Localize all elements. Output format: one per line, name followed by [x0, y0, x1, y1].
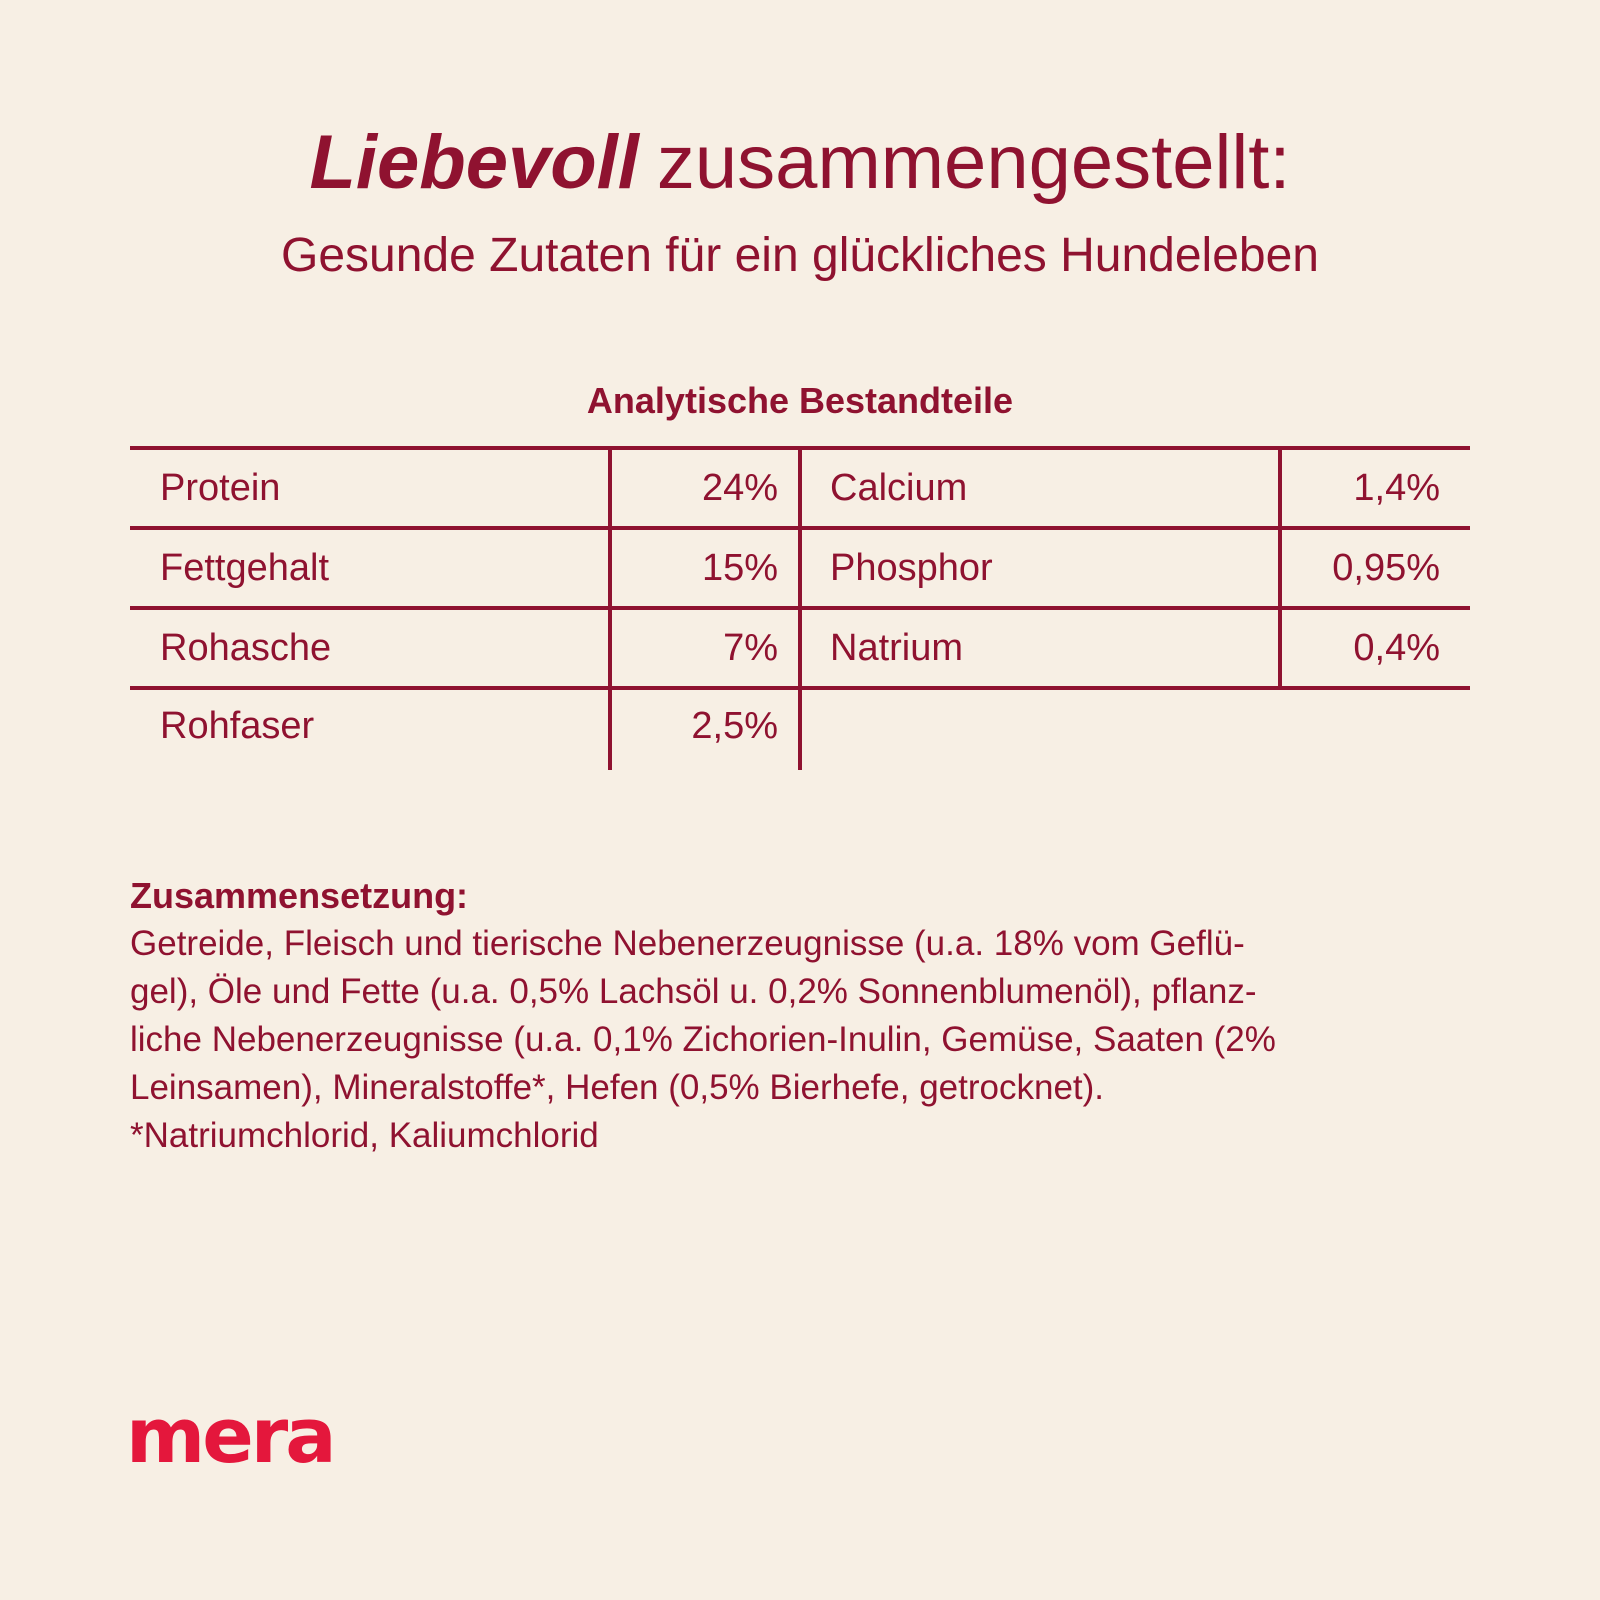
- composition-line: gel), Öle und Fette (u.a. 0,5% Lachsöl u. 0,2% Sonnenblumenöl), pflanz-: [130, 972, 1257, 1011]
- composition-title: Zusammensetzung:: [130, 875, 469, 916]
- nutrition-table: [130, 452, 1470, 772]
- nutrient-label: Protein: [160, 467, 281, 509]
- title-rest: zusammengestellt:: [656, 120, 1291, 205]
- brand-logo: mera: [126, 1391, 334, 1480]
- composition-line: liche Nebenerzeugnisse (u.a. 0,1% Zichorien-Inulin, Gemüse, Saaten (2%: [130, 1020, 1276, 1059]
- composition-line: Leinsamen), Mineralstoffe*, Hefen (0,5% Bierhefe, getrocknet).: [130, 1068, 1105, 1107]
- nutrient-label: Rohfaser: [160, 705, 315, 747]
- nutrient-label: Natrium: [830, 627, 964, 669]
- nutrient-label: Calcium: [830, 467, 968, 509]
- nutrient-value: 0,4%: [1353, 627, 1440, 669]
- composition-text: [130, 920, 1470, 1160]
- nutrient-value: 0,95%: [1332, 547, 1440, 589]
- nutrient-value: 24%: [701, 467, 778, 509]
- nutrient-value: 15%: [701, 547, 778, 589]
- composition-footnote: *Natriumchlorid, Kaliumchlorid: [130, 1116, 599, 1155]
- table-title: Analytische Bestandteile: [586, 380, 1014, 421]
- table-divider-right-value: [1278, 450, 1282, 690]
- page-title: [0, 118, 1600, 208]
- nutrient-value: 7%: [723, 627, 778, 669]
- title-emphasis: Liebevoll: [309, 120, 639, 205]
- page-subtitle: Gesunde Zutaten für ein glückliches Hundeleben: [281, 229, 1319, 282]
- nutrient-label: Fettgehalt: [160, 547, 329, 589]
- table-divider-center: [798, 450, 802, 770]
- table-divider-left-value: [608, 450, 612, 770]
- composition-line: Getreide, Fleisch und tierische Nebenerzeugnisse (u.a. 18% vom Geflü-: [130, 924, 1245, 963]
- nutrient-label: Rohasche: [160, 627, 332, 669]
- nutrient-value: 1,4%: [1353, 467, 1440, 509]
- nutrient-value: 2,5%: [691, 705, 778, 747]
- nutrient-label: Phosphor: [830, 547, 993, 589]
